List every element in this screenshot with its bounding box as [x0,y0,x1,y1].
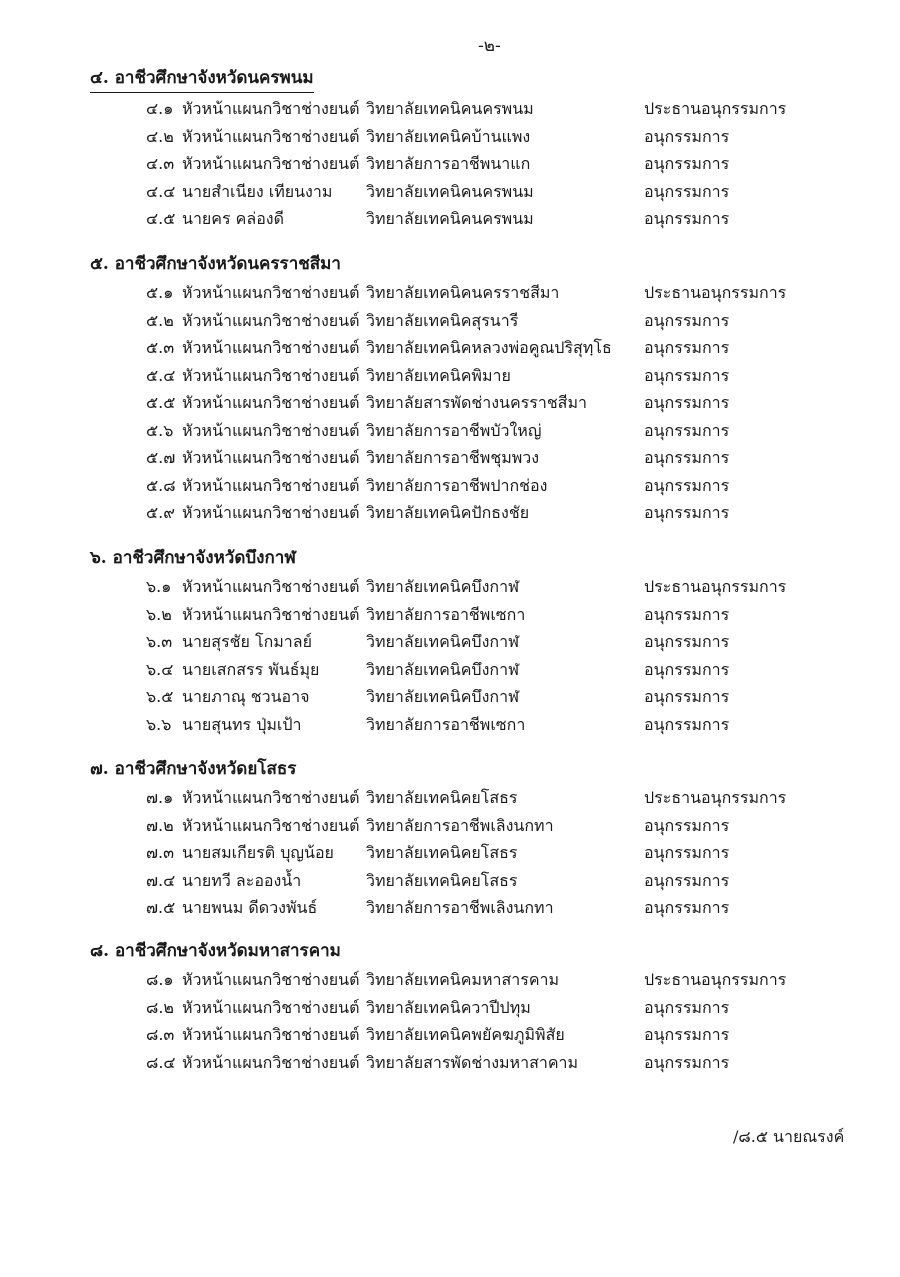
member-name: นายสุนทร ปุ่มเป้า [182,714,302,734]
list-item [90,839,850,867]
member-name: หัวหน้าแผนกวิชาช่างยนต์ [182,1052,360,1072]
committee-role: อนุกรรมการ [644,632,730,651]
list-item [90,573,850,601]
item-number: ๕.๖ [146,420,174,440]
item-number: ๗.๓ [146,843,175,862]
institution: วิทยาลัยเทคนิคมหาสารคาม [366,970,560,989]
member-name: หัวหน้าแผนกวิชาช่างยนต์ [182,1025,360,1044]
committee-role: อนุกรรมการ [644,365,730,385]
member-name: หัวหน้าแผนกวิชาช่างยนต์ [182,997,360,1017]
item-number: ๔.๔ [146,181,176,201]
committee-role: ประธานอนุกรรมการ [644,970,787,989]
member-name: นายภาณุ ชวนอาจ [182,687,310,706]
item-number: ๕.๗ [146,448,176,467]
committee-role: อนุกรรมการ [644,154,730,173]
list-item [90,1021,850,1049]
institution: วิทยาลัยการอาชีพเซกา [366,604,526,624]
list-item [90,656,850,684]
institution: วิทยาลัยเทคนิคนครราชสีมา [366,283,560,302]
institution: วิทยาลัยเทคนิคยโสธร [366,788,518,807]
committee-role: อนุกรรมการ [644,420,730,440]
committee-role: อนุกรรมการ [644,1052,730,1072]
member-name: หัวหน้าแผนกวิชาช่างยนต์ [182,577,360,596]
member-name: นายสมเกียรติ บุญน้อย [182,843,334,862]
committee-role: ประธานอนุกรรมการ [644,283,787,302]
list-item [90,1049,850,1077]
institution: วิทยาลัยเทคนิคบึงกาฬ [366,659,520,679]
committee-role: อนุกรรมการ [644,475,730,495]
item-number: ๖.๑ [146,577,172,596]
section-7 [90,755,850,922]
item-number: ๘.๔ [146,1052,176,1072]
item-number: ๗.๒ [146,815,174,835]
section-title: ๘. อาชีวศึกษาจังหวัดมหาสารคาม [90,941,341,961]
member-name: หัวหน้าแผนกวิชาช่างยนต์ [182,310,360,330]
list-item [90,784,850,812]
committee-role: อนุกรรมการ [644,659,730,679]
item-number: ๕.๔ [146,365,176,385]
member-name: นายเสกสรร พันธ์มุย [182,659,320,679]
institution: วิทยาลัยเทคนิคยโสธร [366,843,518,862]
committee-role: อนุกรรมการ [644,714,730,734]
institution: วิทยาลัยเทคนิคนครพนม [366,209,534,228]
committee-role: อนุกรรมการ [644,310,730,330]
committee-role: อนุกรรมการ [644,687,730,706]
member-name: หัวหน้าแผนกวิชาช่างยนต์ [182,283,360,302]
item-number: ๕.๓ [146,338,175,357]
institution: วิทยาลัยเทคนิคนครพนม [366,99,534,118]
list-item [90,499,850,527]
list-item [90,417,850,445]
committee-role: อนุกรรมการ [644,338,730,357]
list-item [90,279,850,307]
item-number: ๔.๕ [146,209,176,228]
section-title: ๕. อาชีวศึกษาจังหวัดนครราชสีมา [90,254,341,274]
committee-role: ประธานอนุกรรมการ [644,788,787,807]
member-name: นายทวี ละอองน้ำ [182,870,302,890]
list-item [90,444,850,472]
item-number: ๖.๓ [146,632,173,651]
committee-role: อนุกรรมการ [644,126,730,146]
committee-role: อนุกรรมการ [644,815,730,835]
item-number: ๗.๑ [146,788,174,807]
item-number: ๕.๙ [146,503,175,522]
institution: วิทยาลัยการอาชีพชุมพวง [366,448,540,467]
committee-role: อนุกรรมการ [644,898,730,917]
institution: วิทยาลัยเทคนิคหลวงพ่อคูณปริสุทฺโธ [366,338,612,357]
institution: วิทยาลัยการอาชีพเลิงนกทา [366,815,554,835]
institution: วิทยาลัยการอาชีพบัวใหญ่ [366,420,542,440]
list-item [90,683,850,711]
member-name: นายสุรชัย โกมาลย์ [182,632,312,651]
item-number: ๖.๔ [146,659,174,679]
member-name: หัวหน้าแผนกวิชาช่างยนต์ [182,126,360,146]
member-name: นายพนม ดีดวงพันธ์ [182,898,318,917]
institution: วิทยาลัยเทคนิคพิมาย [366,365,511,385]
list-item [90,362,850,390]
committee-role: อนุกรรมการ [644,997,730,1017]
member-name: หัวหน้าแผนกวิชาช่างยนต์ [182,448,360,467]
committee-role: อนุกรรมการ [644,604,730,624]
institution: วิทยาลัยการอาชีพเซกา [366,714,526,734]
item-number: ๖.๒ [146,604,172,624]
list-item [90,150,850,178]
institution: วิทยาลัยสารพัดช่างมหาสาคาม [366,1052,579,1072]
member-name: นายสำเนียง เทียนงาม [182,181,333,201]
institution: วิทยาลัยสารพัดช่างนครราชสีมา [366,393,587,412]
institution: วิทยาลัยเทคนิคยโสธร [366,870,518,890]
institution: วิทยาลัยเทคนิควาปีปทุม [366,997,531,1017]
section-title: ๔. อาชีวศึกษาจังหวัดนครพนม [90,66,314,93]
member-name: หัวหน้าแผนกวิชาช่างยนต์ [182,475,360,495]
member-name: หัวหน้าแผนกวิชาช่างยนต์ [182,99,360,118]
section-8 [90,937,850,1076]
member-name: หัวหน้าแผนกวิชาช่างยนต์ [182,503,360,522]
list-item [90,812,850,840]
item-number: ๔.๑ [146,99,174,118]
item-number: ๕.๕ [146,393,176,412]
list-item [90,205,850,233]
item-number: ๗.๕ [146,898,176,917]
list-item [90,601,850,629]
item-number: ๗.๔ [146,870,176,890]
institution: วิทยาลัยการอาชีพปากช่อง [366,475,548,495]
item-number: ๘.๒ [146,997,174,1017]
item-number: ๘.๓ [146,1025,175,1044]
item-number: ๔.๒ [146,126,174,146]
institution: วิทยาลัยเทคนิคบึงกาฬ [366,632,520,651]
list-item [90,711,850,739]
list-item [90,95,850,123]
member-name: หัวหน้าแผนกวิชาช่างยนต์ [182,154,360,173]
institution: วิทยาลัยเทคนิคปักธงชัย [366,503,530,522]
committee-role: ประธานอนุกรรมการ [644,99,787,118]
item-number: ๕.๑ [146,283,174,302]
member-name: หัวหน้าแผนกวิชาช่างยนต์ [182,970,360,989]
committee-role: อนุกรรมการ [644,503,730,522]
page-number: -๒- [478,36,501,56]
institution: วิทยาลัยเทคนิคสุรนารี [366,310,519,330]
member-name: นายคร คล่องดี [182,209,284,228]
list-item [90,966,850,994]
list-item [90,178,850,206]
item-number: ๖.๖ [146,714,172,734]
committee-role: อนุกรรมการ [644,843,730,862]
committee-role: อนุกรรมการ [644,1025,730,1044]
section-title: ๖. อาชีวศึกษาจังหวัดบึงกาฬ [90,548,296,568]
section-title: ๗. อาชีวศึกษาจังหวัดยโสธร [90,759,297,779]
list-item [90,894,850,922]
member-name: หัวหน้าแผนกวิชาช่างยนต์ [182,338,360,357]
institution: วิทยาลัยเทคนิคบ้านแพง [366,126,531,146]
institution: วิทยาลัยเทคนิคนครพนม [366,181,534,201]
section-5 [90,250,850,527]
committee-role: อนุกรรมการ [644,181,730,201]
list-item [90,867,850,895]
member-name: หัวหน้าแผนกวิชาช่างยนต์ [182,815,360,835]
item-number: ๔.๓ [146,154,175,173]
committee-role: ประธานอนุกรรมการ [644,577,787,596]
list-item [90,307,850,335]
member-name: หัวหน้าแผนกวิชาช่างยนต์ [182,604,360,624]
continuation-note: /๘.๕ นายณรงค์ [733,1127,845,1146]
item-number: ๕.๘ [146,475,176,495]
institution: วิทยาลัยเทคนิคบึงกาฬ [366,687,520,706]
institution: วิทยาลัยเทคนิคพยัคฆภูมิพิสัย [366,1025,565,1044]
committee-role: อนุกรรมการ [644,209,730,228]
section-6 [90,544,850,738]
member-name: หัวหน้าแผนกวิชาช่างยนต์ [182,420,360,440]
committee-role: อนุกรรมการ [644,870,730,890]
item-number: ๖.๕ [146,687,174,706]
institution: วิทยาลัยเทคนิคบึงกาฬ [366,577,520,596]
member-name: หัวหน้าแผนกวิชาช่างยนต์ [182,788,360,807]
institution: วิทยาลัยการอาชีพเลิงนกทา [366,898,554,917]
item-number: ๕.๒ [146,310,174,330]
list-item [90,994,850,1022]
item-number: ๘.๑ [146,970,174,989]
committee-role: อนุกรรมการ [644,448,730,467]
member-name: หัวหน้าแผนกวิชาช่างยนต์ [182,393,360,412]
section-4 [90,66,850,233]
list-item [90,123,850,151]
list-item [90,472,850,500]
member-name: หัวหน้าแผนกวิชาช่างยนต์ [182,365,360,385]
list-item [90,628,850,656]
committee-role: อนุกรรมการ [644,393,730,412]
list-item [90,389,850,417]
institution: วิทยาลัยการอาชีพนาแก [366,154,531,173]
list-item [90,334,850,362]
